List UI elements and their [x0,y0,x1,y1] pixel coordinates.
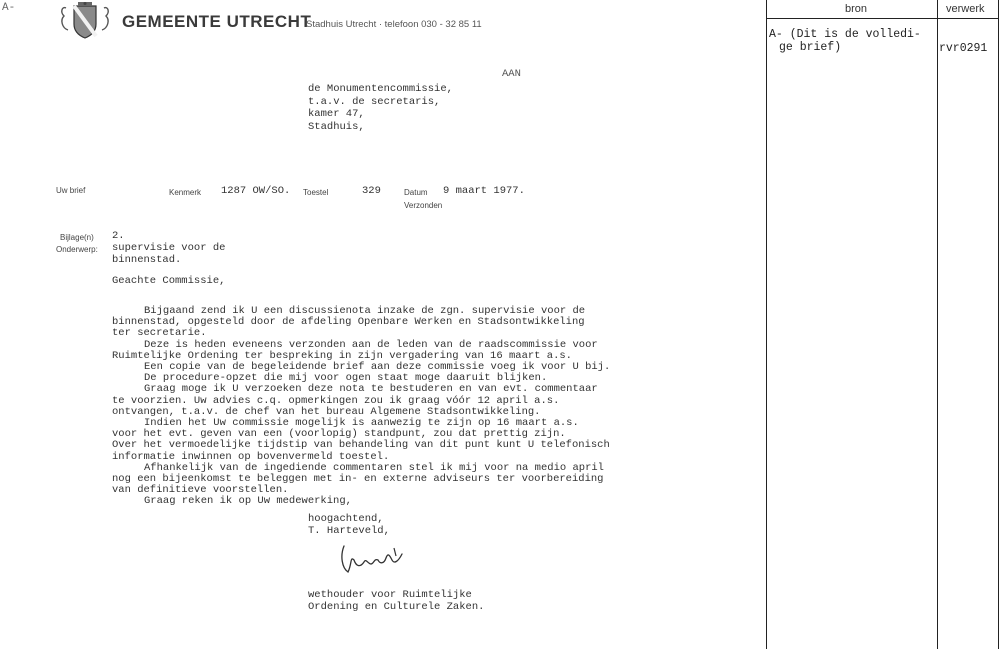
datum-value: 9 maart 1977. [443,185,525,197]
body-line: Deze is heden eveneens verzonden aan de leden van de raadscommissie voor [144,338,598,351]
body-line: Over het vermoedelijke tijdstip van behandeling van dit punt kunt U telefonisch [112,439,610,452]
bron-cell [769,29,921,54]
letter-body [112,306,610,508]
body-line: Indien het Uw commissie mogelijk is aanwezig te zijn op 16 maart a.s. [144,417,579,430]
body-line: Bijgaand zend ik U een discussienota inzake de zgn. supervisie voor de [144,305,586,317]
recipient-line: Stadhuis, [308,120,365,133]
closing-block [308,513,390,537]
table-left-border [766,0,767,649]
toestel-label: Toestel [303,188,329,197]
body-line: van definitieve voorstellen. [112,484,289,497]
verwerk-cell: rvr0291 [939,42,988,55]
table-header-rule [766,18,999,19]
recipient-line: t.a.v. de secretaris, [308,95,441,108]
recipient-address [308,83,453,133]
salutation: Geachte Commissie, [112,275,226,287]
coat-of-arms-icon [58,2,112,40]
body-line: nog een bijeenkomst te beleggen met in- en externe adviseurs ter voorbereiding [112,473,604,486]
bijlagen-value: 2. [112,230,125,242]
body-line: binnenstad, opgesteld door de afdeling Openbare Werken en Stadsontwikkeling [112,316,585,329]
closing-greeting: hoogachtend, [308,513,384,525]
bron-cell-line: A- (Dit is de volledi- [769,28,921,41]
toestel-value: 329 [362,185,381,197]
body-line: voor het evt. geven van een (voorlopig) standpunt, zou dat prettig zijn. [112,428,566,441]
body-line: ter secretarie. [112,327,207,340]
onderwerp-label: Onderwerp: [56,245,98,254]
handwritten-signature [338,542,410,578]
kenmerk-value: 1287 OW/SO. [221,185,291,197]
onderwerp-value [112,242,225,266]
letterhead-address: Stadhuis Utrecht · telefoon 030 - 32 85 11 [306,19,482,30]
recipient-line: kamer 47, [308,108,365,120]
table-column-divider [937,0,938,649]
signatory-title-line: Ordening en Culturele Zaken. [308,601,485,613]
onderwerp-line: binnenstad. [112,254,182,266]
bron-cell-line: ge brief) [779,40,842,54]
body-line: Graag reken ik op Uw medewerking, [144,495,352,508]
aan-label: AAN [502,68,521,80]
body-line: ontvangen, t.a.v. de chef van het bureau Algemene Stadsontwikkeling. [112,405,541,418]
municipality-name: GEMEENTE UTRECHT [122,12,312,31]
body-line: informatie inwinnen op bovenvermeld toestel. [112,450,390,463]
signatory-title-line: wethouder voor Ruimtelijke [308,589,472,601]
kenmerk-label: Kenmerk [169,188,202,197]
onderwerp-line: supervisie voor de [112,242,226,254]
corner-mark: A- [2,2,16,14]
body-line: Afhankelijk van de ingediende commentaren stel ik mij voor na medio april [144,461,604,474]
verwerk-header: verwerk [946,3,985,15]
signatory-title [308,589,484,613]
body-line: Ruimtelijke Ordening ter bespreking in zijn vergadering van 16 maart a.s. [112,349,572,362]
body-line: Graag moge ik U verzoeken deze nota te bestuderen en van evt. commentaar [144,383,598,396]
table-right-border [998,0,999,649]
recipient-line: de Monumentencommissie, [308,83,453,95]
datum-label: Datum [404,188,428,197]
body-line: De procedure-opzet die mij voor ogen staat moge daaruit blijken. [144,372,548,385]
body-line: te voorzien. Uw advies c.q. opmerkingen zou ik graag vóór 12 april a.s. [112,394,560,407]
body-line: Een copie van de begeleidende brief aan deze commissie voeg ik voor U bij. [144,361,611,374]
uw-brief-label: Uw brief [56,186,86,195]
verzonden-label: Verzonden [404,201,443,210]
bijlagen-label: Bijlage(n) [60,233,94,242]
bron-header: bron [845,3,868,15]
signatory-name: T. Harteveld, [308,525,390,537]
